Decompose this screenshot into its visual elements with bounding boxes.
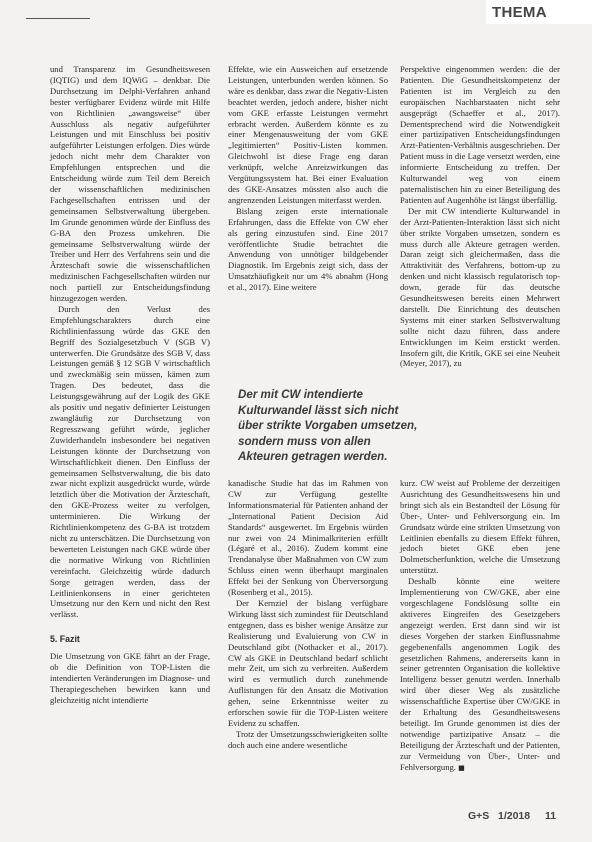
paragraph: Der mit CW intendierte Kulturwandel in der Arzt-Patienten-Interaktion lässt sich nicht über strikte Vorgaben umsetzen, sondern es muss durch alle Akteure getragen werden. Daran zeigt sich gleichermaßen, dass die Attraktivität des Verfahrens, bottom-up zu denken und nicht klassisch regulatorisch top-down, gerade für das deutsche Gesundheitswesen bereits einen Mehrwert darstellt. Die Einrichtung des deutschen Systems mit einer starken Selbstverwaltung sollte nicht dazu führen, dass andere Entwicklungen im Keim erstickt werden. Insofern gilt, die Kritik, GKE sei eine Neuheit (Meyer, 2017), zu <box>400 205 560 369</box>
paragraph: Bislang zeigen erste internationale Erfahrungen, dass die Effekte von CW eher als gering einzustufen sind. Eine 2017 veröffentlichte Studie betrachtet die Anwendung von unnötiger bildgebender Diagnostik. Im Ergebnis zeigt sich, dass der Umsatzhäufigkeit nur um 4% abnahm (Hong et al., 2017). Eine weitere <box>228 205 388 293</box>
column-2-bottom <box>228 478 388 751</box>
paragraph <box>400 576 560 773</box>
column-2-top <box>228 64 388 293</box>
header-rule <box>26 18 90 19</box>
section-heading: 5. Fazit <box>50 634 80 645</box>
paragraph-text: Deshalb könnte eine weitere Implementierung von CW/GKE, aber eine vorgeschlagene Fondslösung sollte ein aktiveres Eingreifen des Gesetzgebers angezeigt werden. Erst dann sind wir ist dieses Vorgehen der starken Einflussnahme gegebenenfalls angenommen Logik des gesetzlichen Rahmens, andererseits kann in seiner getrennten Organisation die kollektive Intelligenz besser genutzt werden. Innerhalb wird über dieser Weg als zusätzliche wissenschaftliche Expertise über CW/GKE in der Erhaltung des Gesundheitswesens beteiligt. Im Grunde genommen ist dies der notwendige partizipative Ansatz – die Beteiligung der Ärzteschaft und der Patienten, zur Vermeidung von Über-, Unter- und Fehlversorgung. <box>400 576 560 772</box>
paragraph: kurz. CW weist auf Probleme der derzeitigen Ausrichtung des Gesundheitswesens hin und bringt sich als ein Bestandteil der Lösung für Über-, Unter- und Fehlversorgung ein. Im Grundsatz würde eine strikten Umsetzung von Leitlinien ebenfalls zu diesem Effekt führen, jedoch bietet GKE eben jene Dolmetscherfunktion, welche die Umsetzung unterstützt. <box>400 478 560 576</box>
column-1 <box>50 64 210 706</box>
pull-quote: Der mit CW intendierte Kulturwandel lässt sich nicht über strikte Vorgaben umsetzen, sondern muss von allen Akteuren getragen werden. <box>238 387 422 467</box>
paragraph: Perspektive eingenommen werden: die der Patienten. Die Gesundheitskompetenz der Patienten ist im Vergleich zu den europäischen Nachbarstaaten nicht sehr ausgeprägt (Schaeffer et al., 2017). Dementsprechend wird die Notwendigkeit einer partizipativen Entscheidungsfindungen Arzt-Patienten-Verhältnis ausgeschrieben. Der Patient muss in die Lage versetzt werden, eine informierte Entscheidung zu treffen. Der Kulturwandel weg von einem paternalistischen hin zu einer Beteiligung des Patienten auf Augenhöhe ist längst überfällig. <box>400 64 560 205</box>
column-3-top <box>400 64 560 369</box>
section-tab: THEMA <box>492 4 547 21</box>
page-number: 11 <box>545 810 557 822</box>
paragraph: Trotz der Umsetzungsschwierigkeiten sollte doch auch eine andere wesentliche <box>228 728 388 750</box>
paragraph: kanadische Studie hat das im Rahmen von CW zur Verfügung gestellte Informationsmaterial für Patienten anhand der „International Patient Decision Aid Standards“ ausgewertet. Im Ergebnis würden nur zwei von 24 Minimalkriterien erfüllt (Légaré et al., 2016). Zudem kommt eine Trendanalyse über Maßnahmen von CW zum Schluss einen wenn überhaupt marginalen Effekt bei der Senkung von Überversorgung (Rosenberg et al., 2015). <box>228 478 388 598</box>
paragraph: Durch den Verlust des Empfehlungscharakters durch eine Richtlinienfassung würde das GKE den Begriff des Sozialgesetzbuch V (SGB V) unterwerfen. Die Grundsätze des SGB V, dass Leistungen gemäß § 12 SGB V wirtschaftlich und zweckmäßig sein müssen, kämen zum Tragen. Des bedeutet, dass die Leistungsgewährung auf der Logik des GKE als positiv und negativ definierter Leistungen zwangläufig zur Durchsetzung von Regresszwang geführt würde, jeglicher Zuwiderhandeln insbesondere bei negativen Leistungen könnte der Durchsetzung von Wirtschaftlichkeit dienen. Den Einfluss der gemeinsamen Selbstverwaltung, die bis dato zwar nicht explizit ausgedrückt wurde, würde letztlich über die Motivation der Ärzteschaft, den GKE-Prozess weiter zu verfolgen, unterminieren. Die Wirkung der Richtlinienkompetenz des G-BA ist trotzdem nicht zu unterschätzen. Die Durchsetzung von bewerteten Leistungen nach GKE würde über die normative Wirkung von Richtlinien vereinfacht. Gleichzeitig würde dadurch Sorge getragen werden, dass der Leitlinienkonsens in einer gerichteten Umsetzung nur den Kern und nicht den Rest verlässt. <box>50 303 210 620</box>
footer-journal-name: G+S <box>468 810 490 822</box>
column-3-bottom <box>400 478 560 773</box>
footer-issue: 1/2018 <box>498 810 531 822</box>
paragraph: Die Umsetzung von GKE fährt an der Frage, ob die Definition von TOP-Listen die intendierten Veränderungen im Diagnose- und Therapiegeschehen bewirken kann und gleichzeitig nicht intendierte <box>50 651 210 705</box>
paragraph: Effekte, wie ein Ausweichen auf ersetzende Leistungen, unterbunden werden können. So wäre es denkbar, dass zwar die Negativ-Listen beachtet werden, jedoch andere, bisher nicht vom GKE erfasste Leistungen vermehrt erbracht werden. Außerdem könnte es zu einer Mengenausweitung der vom GKE „legitimierten“ Positiv-Listen kommen. Gleichwohl ist diese Frage eng daran verknüpft, welche Anreizwirkungen das Vergütungssystem hat. Bei einer Evaluation des GKE-Ansatzes müssten also auch die angrenzenden Leistungen miterfasst werden. <box>228 64 388 205</box>
end-of-article-mark: ■ <box>458 763 465 772</box>
paragraph: Der Kernziel der bislang verfügbare Wirkung lässt sich zumindest für Deutschland entgegnen, dass es bisher wenige Ansätze zur Realisierung und Evaluierung von CW in Deutschland gibt (Nothacker et al., 2017). CW als GKE in Deutschland bedarf schlicht mehr Zeit, um sich zu verbreiten. Außerdem wird es vermutlich durch zunehmende Auflistungen für den Ansatz die Motivation gehen, seine Erkenntnisse weiter zu erforschen sowie für die TOP-Listen weitere Evidenz zu schaffen. <box>228 597 388 728</box>
paragraph: und Transparenz im Gesundheitswesen (IQTIG) und dem IQWiG – denkbar. Die Durchsetzung im Delphi-Verfahren anhand bester verfügbarer Evidenz würde mit Hilfe von Richtlinien „awangsweise“ über Ausschluss als negativ aufgeführter Leistungen und mit Einschluss bei positiv aufgeführter Leistungen erfolgen. Dies würde jedoch nicht mehr dem Charakter von Empfehlungen entsprechen und die Entscheidung würde zum Teil dem Bereich der wissenschaftlichen medizinischen Fachgesellschaften entrissen und der gemeinsamen Selbstverwaltung übergeben. Im Grunde genommen würde der Einfluss des G-BA den Prozess umkehren. Die gemeinsame Selbstverwaltung würde der Treiber und Herr des Verfahrens sein und die Ärzteschaft sowie die wissenschaftlichen medizinischen Fachgesellschaften würden nur noch partiell zur Entscheidungsfindung hinzugezogen werden. <box>50 64 210 304</box>
